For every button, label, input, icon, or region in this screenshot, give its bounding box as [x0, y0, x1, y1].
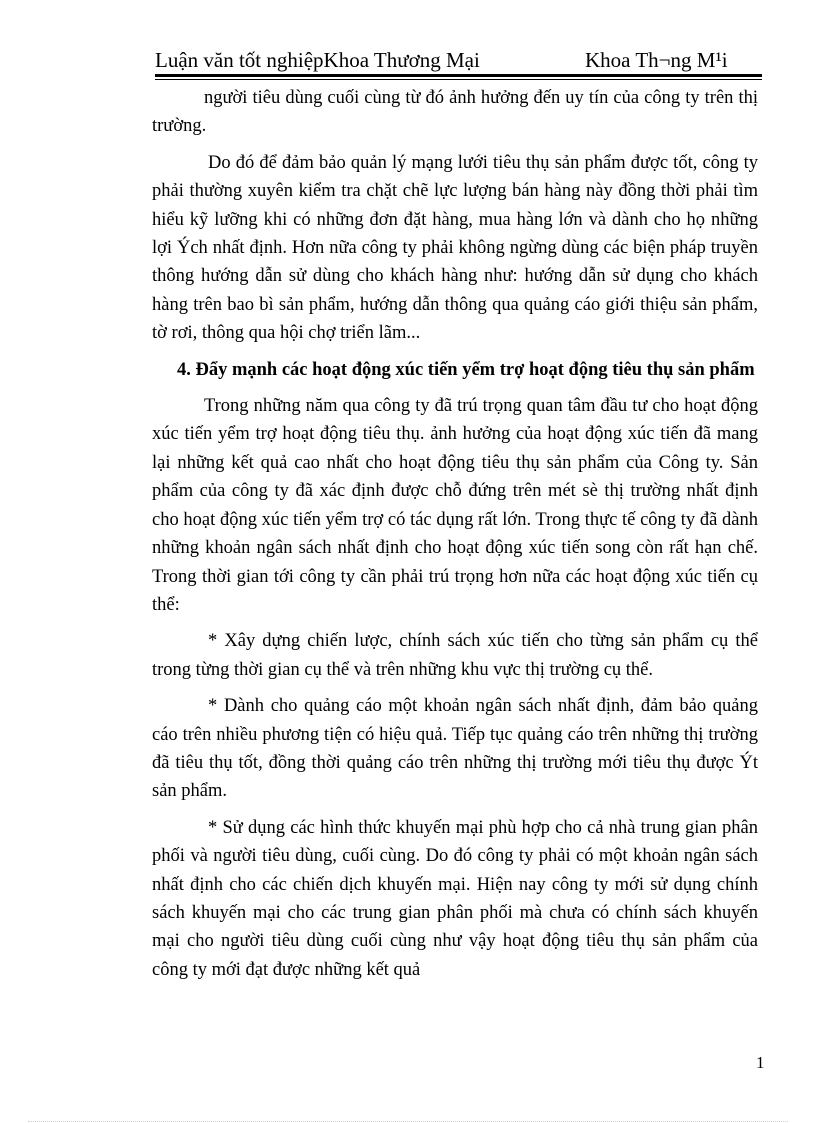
header-right-title: Khoa Th¬ng M¹i	[585, 48, 728, 72]
document-body	[152, 84, 758, 992]
header-rule-thin	[155, 79, 762, 80]
paragraph-continuation: người tiêu dùng cuối cùng từ đó ảnh hưởng đến uy tín của công ty trên thị trường.	[152, 88, 758, 137]
header-rule-thick	[155, 74, 762, 77]
paragraph-management: Do đó để đảm bảo quản lý mạng lưới tiêu thụ sản phẩm được tốt, công ty phải thường xuyên kiểm tra chặt chẽ lực lượng bán hàng này đồng thời phải tìm hiểu kỹ lưỡng khi có những đơn đặt hàng, mua hàng lớn và dành cho họ những lợi Ých nhất định. Hơn nữa công ty phải không ngừng dùng các biện pháp truyền thông hướng dẫn sử dùng cho khách hàng như: hướng dẫn sử dụng cho khách hàng trên bao bì sản phẩm, hướng dẫn thông qua quảng cáo giới thiệu sản phẩm, tờ rơi, thông qua hội chợ triển lãm...	[152, 152, 758, 344]
footer-divider	[28, 1121, 788, 1122]
paragraph-promotion: Trong những năm qua công ty đã trú trọng quan tâm đầu tư cho hoạt động xúc tiến yểm trợ hoạt động tiêu thụ. ảnh hưởng của hoạt động xúc tiến đã mang lại những kết quả cao nhất cho hoạt động tiêu thụ sản phẩm của Công ty. Sản phẩm của công ty đã xác định được chỗ đứng trên mét sè thị trường nhất định cho hoạt động xúc tiến yểm trợ có tác dụng rất lớn. Trong thực tế công ty đã dành những khoản ngân sách nhất định cho hoạt động xúc tiến song còn rất hạn chế. Trong thời gian tới công ty cần phải trú trọng hơn nữa các hoạt động xúc tiến cụ thể:	[152, 396, 758, 615]
header-left-title: Luận văn tốt nghiệpKhoa Thương Mại	[155, 48, 480, 72]
page-number: 1	[756, 1053, 765, 1072]
bullet-sales-promotion: * Sử dụng các hình thức khuyến mại phù hợp cho cả nhà trung gian phân phối và người tiêu dùng, cuối cùng. Do đó công ty phải có một khoản ngân sách nhất định cho các chiến dịch khuyến mại. Hiện nay công ty mới sử dụng chính sách khuyến mại cho các trung gian phân phối mà chưa có chính sách khuyến mại cho người tiêu dùng cuối cùng như vậy hoạt động tiêu thụ sản phẩm của công ty mới đạt được những kết quả	[152, 817, 758, 980]
bullet-advertising: * Dành cho quảng cáo một khoản ngân sách nhất định, đảm bảo quảng cáo trên nhiều phương tiện có hiệu quả. Tiếp tục quảng cáo trên những thị trường đã tiêu thụ tốt, đồng thời quảng cáo trên những thị trường mới tiêu thụ được Ýt sản phẩm.	[152, 696, 758, 802]
bullet-strategy: * Xây dựng chiến lược, chính sách xúc tiến cho từng sản phẩm cụ thể trong từng thời gian cụ thể và trên những khu vực thị trường cụ thể.	[152, 631, 758, 680]
section-heading: 4. Đẩy mạnh các hoạt động xúc tiến yểm trợ hoạt động tiêu thụ sản phẩm	[177, 359, 755, 380]
